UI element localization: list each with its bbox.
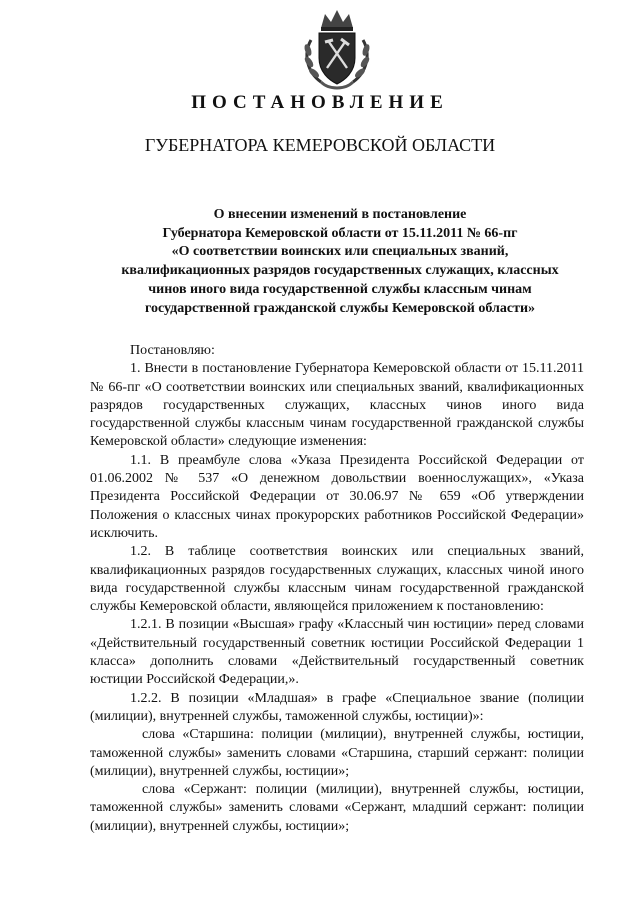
decree-word: Постановляю:: [130, 343, 215, 358]
document-title: [100, 206, 580, 318]
paragraph: 1.2. В таблице соответствия воинских или специальных званий, квалификационных разрядов государственных служащих, классных чиной иного вида государственной службы классным чинам государственной гражданской службы Кемеровской области, являющейся приложением к постановлению:: [90, 544, 584, 615]
title-line: Губернатора Кемеровской области от 15.11.2011 № 66-пг: [162, 225, 518, 241]
issuing-authority: ГУБЕРНАТОРА КЕМЕРОВСКОЙ ОБЛАСТИ: [144, 135, 496, 155]
paragraph: слова «Сержант: полиции (милиции), внутренней службы, юстиции, таможенной службы» заменить словами «Сержант, младший сержант: полиции (милиции), внутренней службы, юстиции»;: [90, 782, 584, 834]
kemerovo-coat-of-arms-icon: [299, 6, 375, 92]
title-line: государственной гражданской службы Кемеровской области»: [144, 300, 536, 316]
title-line: «О соответствии воинских или специальных званий,: [171, 244, 509, 260]
document-type-heading: ПОСТАНОВЛЕНИЕ: [191, 92, 449, 113]
title-line: квалификационных разрядов государственных служащих, классных: [121, 263, 559, 279]
paragraph: 1.2.1. В позиции «Высшая» графу «Классный чин юстиции» перед словами «Действительный государственный советник юстиции Российской Федерации 1 класса» дополнить словами «Действительный государственный советник юстиции Российской Федерации,».: [90, 617, 584, 688]
document-body: [90, 342, 584, 836]
paragraph: 1.1. В преамбуле слова «Указа Президента Российской Федерации от 01.06.2002 № 537 «О денежном довольствии военнослужащих», «Указа Президента Российской Федерации от 30.06.97 № 659 «Об утверждении Положения о классных чинах прокурорских работников Российской Федерации» исключить.: [90, 452, 584, 541]
paragraph: 1. Внести в постановление Губернатора Кемеровской области от 15.11.2011 № 66-пг «О соответствии воинских или специальных званий, квалификационных разрядов государственных служащих, классных чинов иного вида государственной службы классным чинам государственной гражданской службы Кемеровской области» следующие изменения:: [90, 361, 584, 450]
title-line: чинов иного вида государственной службы классным чинам: [148, 281, 532, 297]
paragraph: 1.2.2. В позиции «Младшая» в графе «Специальное звание (полиции (милиции), внутренней службы, таможенной службы, юстиции)»:: [90, 690, 584, 724]
paragraph: слова «Старшина: полиции (милиции), внутренней службы, юстиции, таможенной службы» заменить словами «Старшина, старший сержант: полиции (милиции), внутренней службы, юстиции»;: [90, 727, 584, 779]
title-line: О внесении изменений в постановление: [213, 207, 467, 222]
